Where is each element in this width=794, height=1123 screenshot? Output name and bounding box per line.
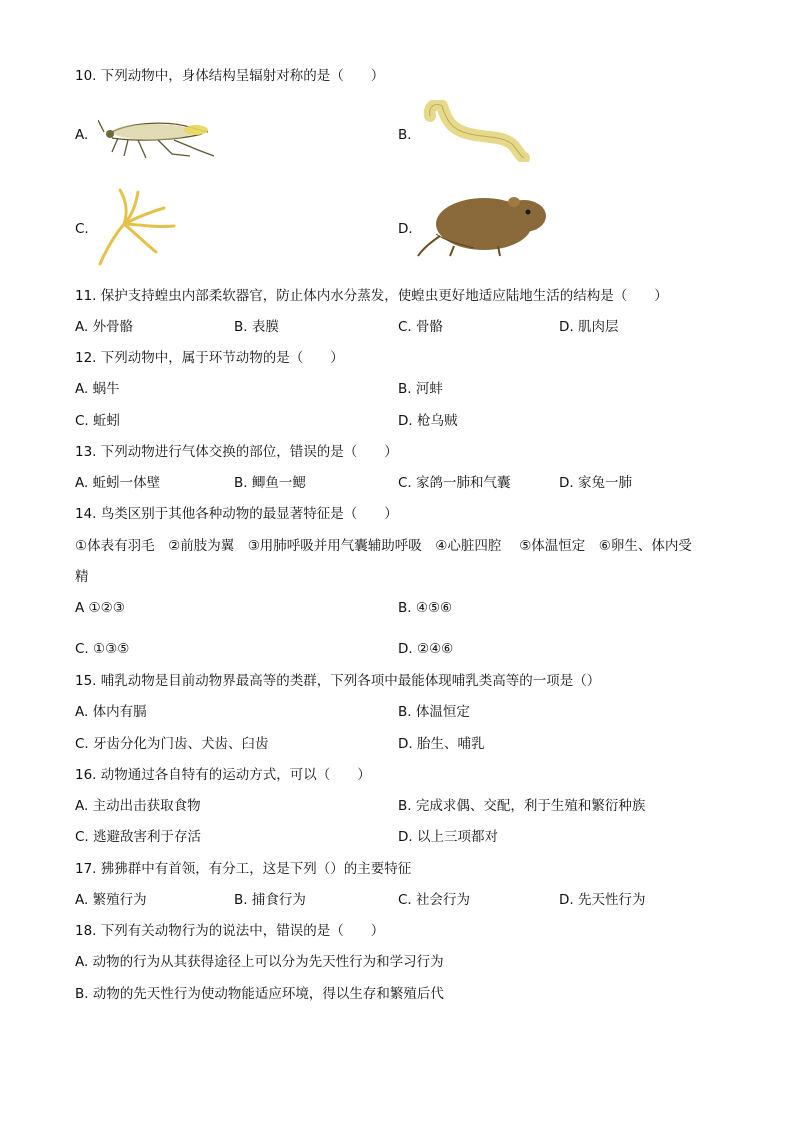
q15-option-d[interactable]: D. 胎生、哺乳 <box>398 736 485 752</box>
q16-option-b[interactable]: B. 完成求偶、交配，利于生殖和繁衍种族 <box>398 798 646 814</box>
q12-option-b[interactable]: B. 河蚌 <box>398 381 443 397</box>
q12-option-c[interactable]: C. 蚯蚓 <box>75 413 121 429</box>
q17-stem: 17. 狒狒群中有首领，有分工，这是下列（）的主要特征 <box>75 861 412 877</box>
q12-option-a[interactable]: A. 蜗牛 <box>75 381 120 397</box>
q14-option-a[interactable]: A ①②③ <box>75 600 125 616</box>
q11-option-b[interactable]: B. 表膜 <box>234 319 279 335</box>
rodent-image <box>414 190 554 264</box>
q18-stem: 18. 下列有关动物行为的说法中，错误的是（ ） <box>75 923 385 939</box>
q15-stem: 15. 哺乳动物是目前动物界最高等的类群，下列各项中最能体现哺乳类高等的一项是（） <box>75 673 601 689</box>
q16-option-d[interactable]: D. 以上三项都对 <box>398 829 498 845</box>
q18-option-b[interactable]: B. 动物的先天性行为使动物能适应环境，得以生存和繁殖后代 <box>75 986 444 1002</box>
q14-option-d[interactable]: D. ②④⑥ <box>398 641 454 657</box>
q10-option-a-label: A. <box>75 127 89 143</box>
q11-option-c[interactable]: C. 骨骼 <box>398 319 444 335</box>
q11-option-a[interactable]: A. 外骨骼 <box>75 319 134 335</box>
q15-option-a[interactable]: A. 体内有膈 <box>75 704 147 720</box>
q10-option-b-label: B. <box>398 127 412 143</box>
q12-option-d[interactable]: D. 枪乌贼 <box>398 413 458 429</box>
q11-option-d[interactable]: D. 肌肉层 <box>559 319 619 335</box>
q14-stem: 14. 鸟类区别于其他各种动物的最显著特征是（ ） <box>75 506 398 522</box>
q13-option-c[interactable]: C. 家鸽一肺和气囊 <box>398 475 511 491</box>
q11-stem: 11. 保护支持蝗虫内部柔软器官，防止体内水分蒸发，使蝗虫更好地适应陆地生活的结构是（ ） <box>75 288 668 304</box>
q16-stem: 16. 动物通过各自特有的运动方式，可以（ ） <box>75 767 371 783</box>
q10-option-c-label: C. <box>75 221 89 237</box>
q14-option-b[interactable]: B. ④⑤⑥ <box>398 600 453 616</box>
q18-option-a[interactable]: A. 动物的行为从其获得途径上可以分为先天性行为和学习行为 <box>75 954 444 970</box>
q17-option-c[interactable]: C. 社会行为 <box>398 892 471 908</box>
q13-option-d[interactable]: D. 家兔一肺 <box>559 475 632 491</box>
q16-option-a[interactable]: A. 主动出击获取食物 <box>75 798 201 814</box>
q14-items: ①体表有羽毛 ②前肢为翼 ③用肺呼吸并用气囊辅助呼吸 ④心脏四腔 ⑤体温恒定 ⑥卵生、体内受 <box>75 538 692 554</box>
hydra-image <box>92 186 182 268</box>
q13-option-b[interactable]: B. 鲫鱼一鳃 <box>234 475 306 491</box>
q17-option-d[interactable]: D. 先天性行为 <box>559 892 646 908</box>
q15-option-c[interactable]: C. 牙齿分化为门齿、犬齿、臼齿 <box>75 736 269 752</box>
worm-larva-image <box>420 100 530 162</box>
q16-option-c[interactable]: C. 逃避敌害利于存活 <box>75 829 202 845</box>
q14-option-c[interactable]: C. ①③⑤ <box>75 641 130 657</box>
q14-items-cont: 精 <box>75 569 89 585</box>
grasshopper-image <box>98 112 220 166</box>
q12-stem: 12. 下列动物中，属于环节动物的是（ ） <box>75 350 344 366</box>
q13-stem: 13. 下列动物进行气体交换的部位，错误的是（ ） <box>75 444 398 460</box>
q10-stem: 10. 下列动物中，身体结构呈辐射对称的是（ ） <box>75 68 385 84</box>
q15-option-b[interactable]: B. 体温恒定 <box>398 704 470 720</box>
q17-option-a[interactable]: A. 繁殖行为 <box>75 892 147 908</box>
q13-option-a[interactable]: A. 蚯蚓一体壁 <box>75 475 161 491</box>
q10-option-d-label: D. <box>398 221 413 237</box>
q17-option-b[interactable]: B. 捕食行为 <box>234 892 306 908</box>
